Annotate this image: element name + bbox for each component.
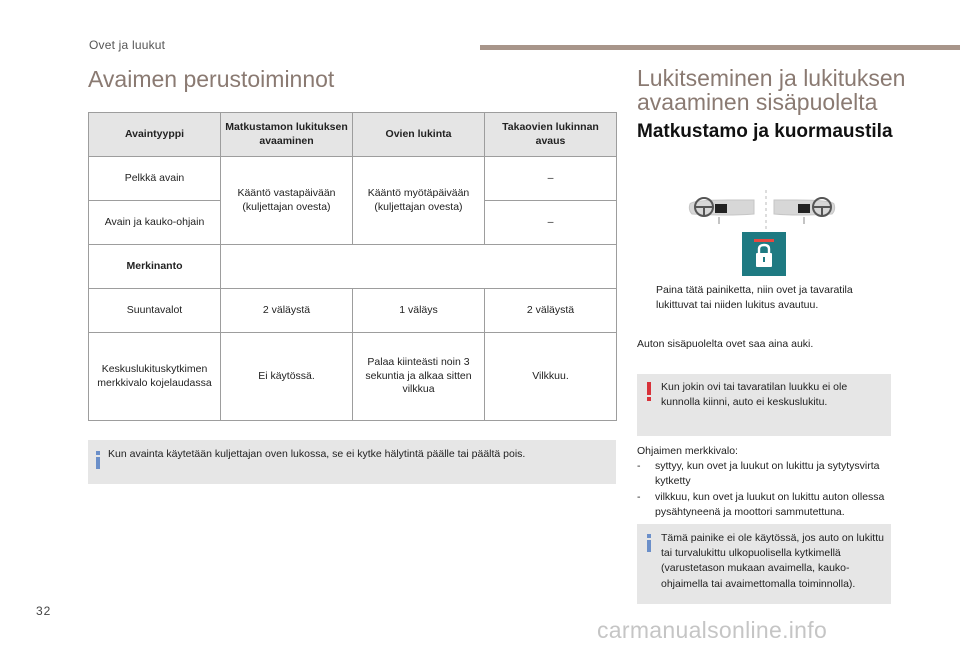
instruction-text: Paina tätä painiketta, niin ovet ja tavaratila lukittuvat tai niiden lukitus avautuu. — [656, 284, 853, 312]
info-note-text: Kun avainta käytetään kuljettajan oven lukossa, se ei kytke hälytintä päälle tai päältä pois. — [108, 448, 526, 460]
table-cell-empty — [221, 245, 617, 289]
table-cell: Kääntö vastapäivään (kuljettajan ovesta) — [221, 157, 353, 245]
list-item-text: vilkkuu, kun ovet ja luukut on lukittu auton ollessa pysähtyneenä ja moottori sammutettuna. — [655, 490, 885, 518]
right-title-line: Lukitseminen ja lukituksen — [637, 65, 906, 91]
page-number: 32 — [36, 604, 52, 618]
section-subtitle: Matkustamo ja kuormaustila — [637, 121, 893, 142]
right-title — [637, 66, 905, 114]
info-note-text: Tämä painike ei ole käytössä, jos auto on lukittu tai turvalukittu ulkopuolisella kytkimellä (varustetason mukaan avaimella, kauko-ohjaimella tai avaimettomalla toiminnolla). — [661, 532, 884, 590]
section-header: Ovet ja luukut — [89, 38, 166, 52]
table-header: Ovien lukinta — [353, 113, 485, 157]
table-cell: 2 väläystä — [485, 289, 617, 333]
list-item-text: syttyy, kun ovet ja luukut on lukittu ja sytytysvirta kytketty — [655, 460, 880, 488]
table-cell: 2 väläystä — [221, 289, 353, 333]
table-row — [89, 333, 617, 421]
table-header-row — [89, 113, 617, 157]
table-cell: – — [485, 201, 617, 245]
table-cell: Kääntö myötäpäivään (kuljettajan ovesta) — [353, 157, 485, 245]
header-accent-bar — [480, 45, 960, 50]
table-cell: Keskuslukituskytkimen merkkivalo kojelaudassa — [89, 333, 221, 421]
indicator-list — [637, 444, 897, 520]
lock-icon — [742, 232, 786, 276]
warning-note — [637, 374, 891, 436]
list-dash: - — [637, 490, 641, 503]
watermark: carmanualsonline.info — [597, 617, 828, 643]
indicator-heading: Ohjaimen merkkivalo: — [637, 445, 738, 457]
warning-icon — [647, 382, 651, 402]
list-dash: - — [637, 460, 641, 473]
instruction-bullet — [638, 283, 894, 313]
list-item — [637, 490, 897, 520]
central-lock-button — [742, 232, 786, 276]
table-cell: Pelkkä avain — [89, 157, 221, 201]
info-note — [637, 524, 891, 604]
table-cell: Vilkkuu. — [485, 333, 617, 421]
table-cell: Ei käytössä. — [221, 333, 353, 421]
table-header: Avaintyyppi — [89, 113, 221, 157]
info-icon — [647, 534, 651, 552]
list-item — [637, 459, 897, 489]
table-row — [89, 245, 617, 289]
table-cell: Avain ja kauko-ohjain — [89, 201, 221, 245]
key-functions-table — [88, 112, 617, 421]
table-row — [89, 157, 617, 201]
table-cell: Suuntavalot — [89, 289, 221, 333]
table-cell: Palaa kiinteästi noin 3 sekuntia ja alkaa sitten vilkkua — [353, 333, 485, 421]
paragraph: Auton sisäpuolelta ovet saa aina auki. — [637, 338, 814, 350]
table-cell: – — [485, 157, 617, 201]
table-header: Matkustamon lukituksen avaaminen — [221, 113, 353, 157]
left-title: Avaimen perustoiminnot — [88, 66, 335, 92]
table-header: Takaovien lukinnan avaus — [485, 113, 617, 157]
right-title-line: avaaminen sisäpuolelta — [637, 89, 878, 116]
table-cell: 1 väläys — [353, 289, 485, 333]
info-icon — [96, 451, 100, 469]
table-cell-marker: Merkinanto — [89, 245, 221, 289]
info-note — [88, 440, 616, 484]
warning-note-text: Kun jokin ovi tai tavaratilan luukku ei ole kunnolla kiinni, auto ei keskuslukitu. — [661, 381, 848, 409]
table-row — [89, 289, 617, 333]
